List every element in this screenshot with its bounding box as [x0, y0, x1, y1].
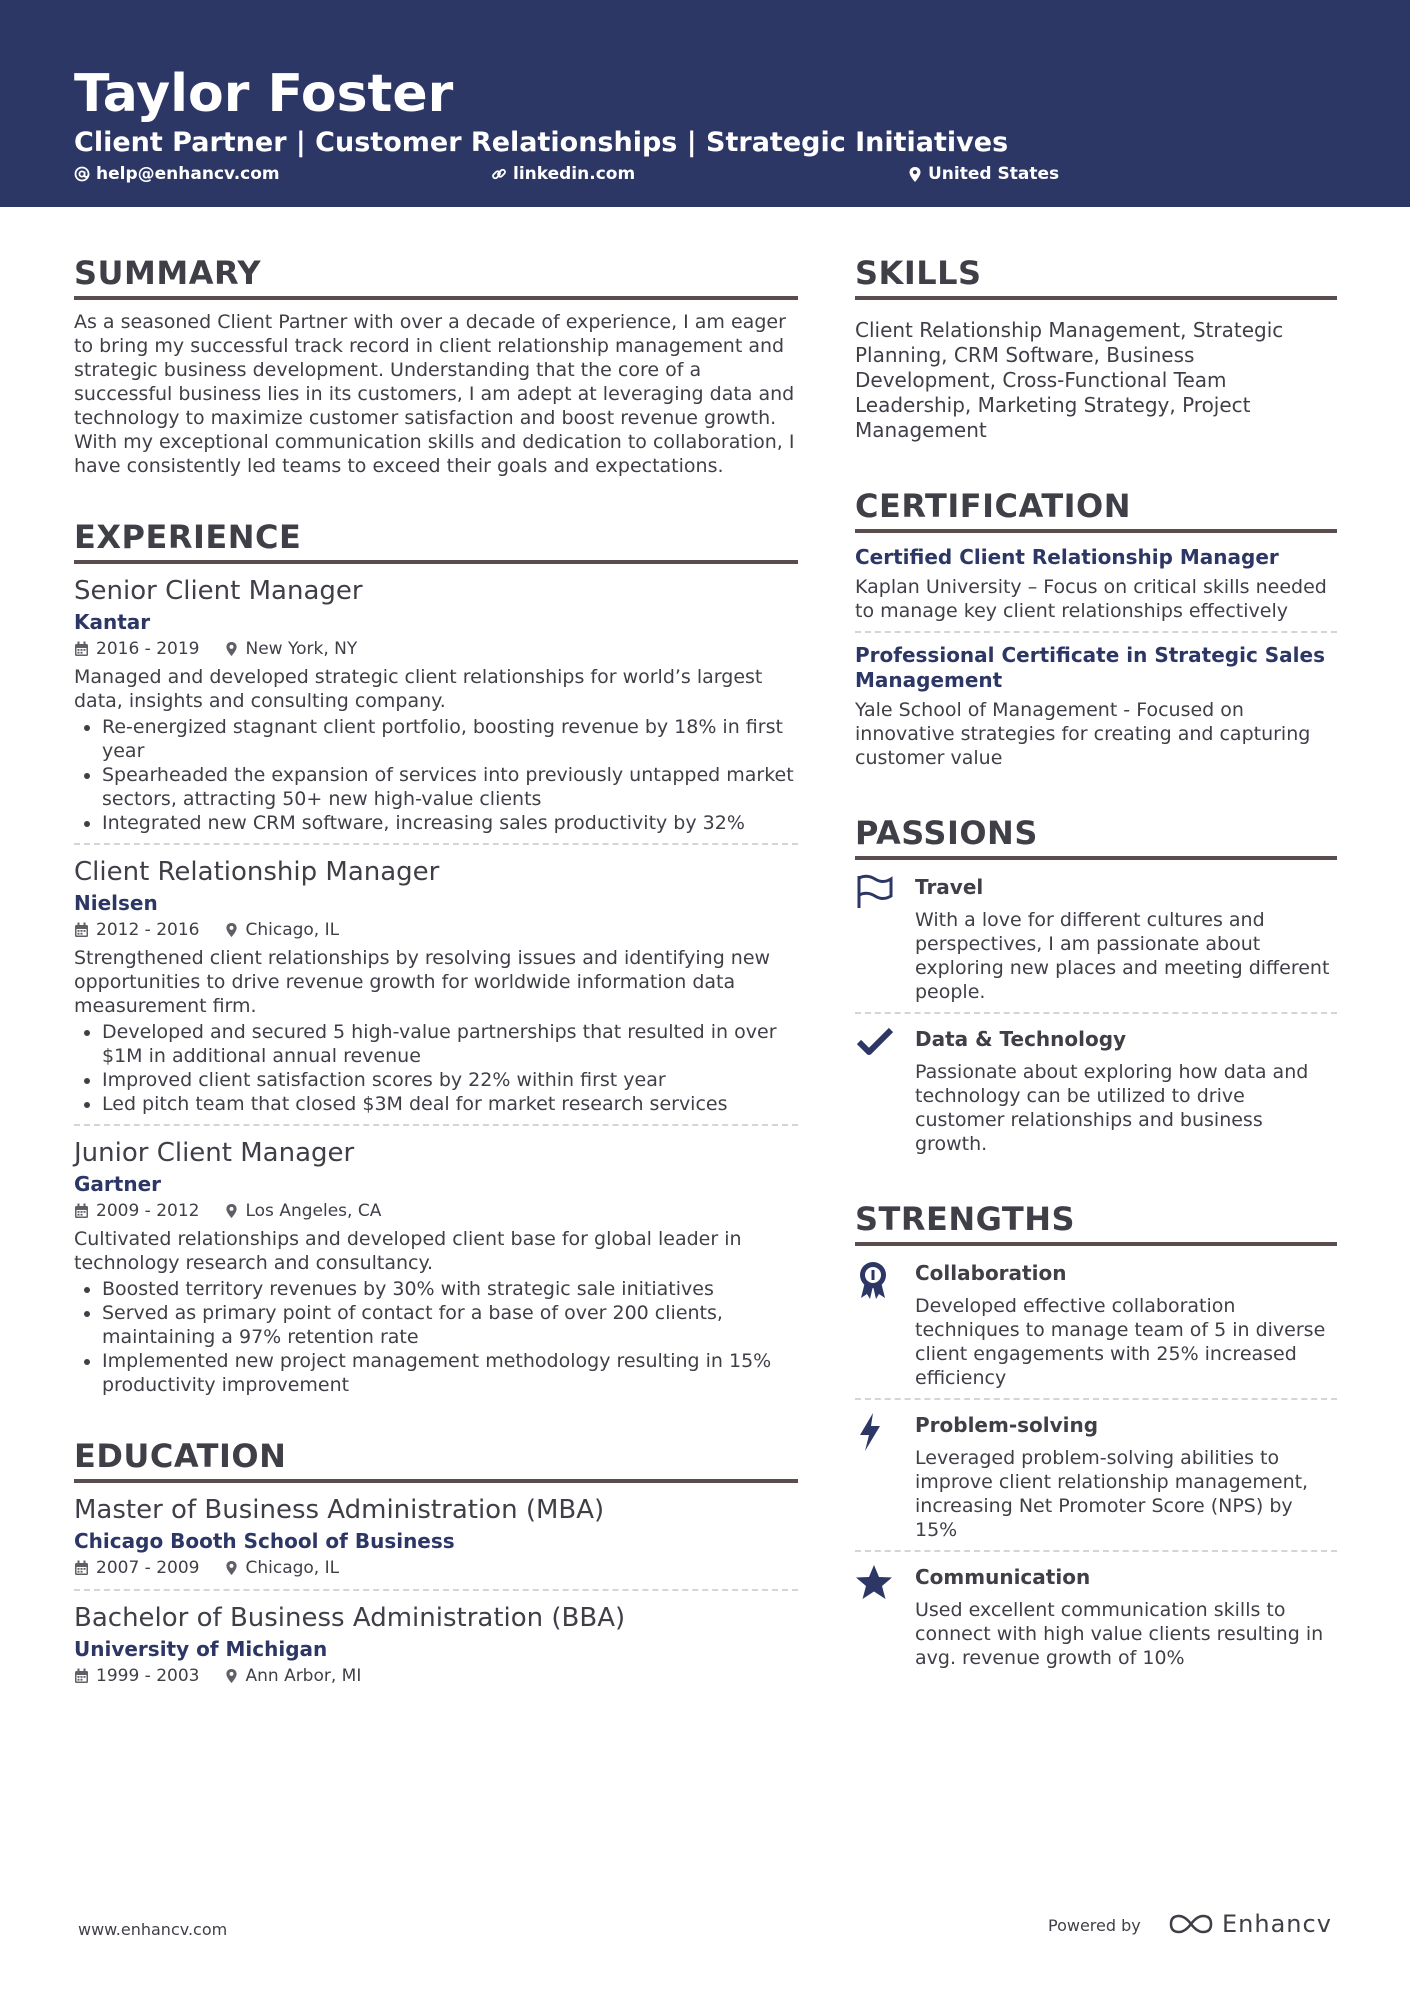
passion-content — [915, 872, 1337, 1004]
entry-divider — [74, 843, 798, 845]
education-meta — [74, 1555, 798, 1581]
entry-divider — [855, 631, 1337, 633]
job-meta — [74, 636, 798, 662]
passion-icon-wrap — [855, 872, 915, 1004]
job-bullet: • Developed and secured 5 high-value partnerships that resulted in over $1M in additional annual revenue — [102, 1020, 798, 1068]
entry-divider — [74, 1589, 798, 1591]
strength-entry — [855, 1410, 1337, 1542]
strength-description: Developed effective collaboration techniques to manage team of 5 in diverse client engagements with 25% increased efficiency — [915, 1295, 1326, 1389]
skills-text: Client Relationship Management, Strategic Planning, CRM Software, Business Development, Cross-Functional Team Leadership, Marketing Strategy, Project Management — [855, 318, 1284, 442]
enhancv-brand-text: Enhancv — [1222, 1910, 1332, 1938]
education-location-text: Ann Arbor, MI — [245, 1666, 362, 1686]
education-dates: 2007 - 2009 — [96, 1558, 200, 1578]
job-description: Managed and developed strategic client relationships for world’s largest data, insights and consulting company. — [74, 666, 763, 712]
at-sign-icon — [74, 166, 90, 182]
location-pin-icon — [908, 166, 922, 183]
strengths-heading: STRENGTHS — [855, 1196, 1337, 1246]
job-location — [225, 636, 357, 662]
company-name: Kantar — [74, 610, 151, 634]
entry-divider — [855, 1550, 1337, 1552]
location-pin-icon — [225, 1203, 238, 1219]
certification-entry — [855, 643, 1337, 770]
job-location-text: Los Angeles, CA — [245, 1201, 382, 1221]
summary-heading: SUMMARY — [74, 250, 798, 300]
strength-icon-wrap — [855, 1258, 915, 1390]
lightning-bolt-icon — [855, 1412, 885, 1452]
school-name: Chicago Booth School of Business — [74, 1529, 455, 1553]
linkedin-text: linkedin.com — [513, 164, 636, 184]
job-location — [225, 1198, 381, 1224]
checkmark-icon — [855, 1026, 895, 1058]
location-pin-icon — [225, 641, 238, 657]
job-title: Senior Client Manager — [74, 576, 363, 606]
email-text: help@enhancv.com — [96, 164, 280, 184]
contact-email[interactable] — [74, 162, 280, 186]
right-column — [855, 250, 1337, 1670]
passion-entry — [855, 872, 1337, 1004]
education-section — [74, 1433, 798, 1689]
job-bullet: • Led pitch team that closed $3M deal for market research services — [102, 1092, 798, 1116]
education-location-text: Chicago, IL — [245, 1558, 340, 1578]
strength-title: Communication — [915, 1565, 1091, 1589]
contact-location — [908, 162, 1059, 186]
location-pin-icon — [225, 1668, 238, 1684]
enhancv-logo-icon — [1168, 1912, 1214, 1936]
job-location-text: New York, NY — [245, 639, 358, 659]
job-meta — [74, 1198, 798, 1224]
award-ribbon-icon — [855, 1260, 891, 1300]
job-location — [225, 917, 339, 943]
calendar-icon — [74, 1668, 89, 1684]
passion-description: With a love for different cultures and perspectives, I am passionate about exploring new places and meeting different people. — [915, 909, 1330, 1003]
candidate-name: Taylor Foster — [74, 64, 454, 124]
calendar-icon — [74, 641, 89, 657]
certification-description: Kaplan University – Focus on critical skills needed to manage key client relationships effectively — [855, 576, 1327, 622]
job-dates: 2009 - 2012 — [96, 1201, 200, 1221]
location-text: United States — [928, 164, 1060, 184]
calendar-icon — [74, 1203, 89, 1219]
job-bullet: • Served as primary point of contact for a base of over 200 clients, maintaining a 97% retention rate — [102, 1301, 798, 1349]
strengths-section — [855, 1196, 1337, 1670]
job-title: Junior Client Manager — [74, 1138, 355, 1168]
skills-heading: SKILLS — [855, 250, 1337, 300]
certification-section — [855, 483, 1337, 770]
calendar-icon — [74, 922, 89, 938]
contact-linkedin[interactable] — [491, 162, 635, 186]
strength-entry — [855, 1258, 1337, 1390]
enhancv-logo[interactable] — [1168, 1910, 1332, 1938]
entry-divider — [855, 1012, 1337, 1014]
experience-section — [74, 514, 798, 1397]
passion-title: Travel — [915, 875, 984, 899]
job-bullets — [74, 1277, 798, 1397]
job-bullet: • Boosted territory revenues by 30% with strategic sale initiatives — [102, 1277, 798, 1301]
job-dates: 2012 - 2016 — [96, 920, 200, 940]
summary-section — [74, 250, 798, 478]
location-pin-icon — [225, 922, 238, 938]
strength-icon-wrap — [855, 1562, 915, 1670]
job-meta — [74, 917, 798, 943]
school-name: University of Michigan — [74, 1637, 328, 1661]
strength-content — [915, 1410, 1337, 1542]
experience-heading: EXPERIENCE — [74, 514, 798, 564]
job-bullet: • Integrated new CRM software, increasing sales productivity by 32% — [102, 811, 798, 835]
footer-url[interactable]: www.enhancv.com — [78, 1920, 228, 1939]
entry-divider — [74, 1124, 798, 1126]
passion-icon-wrap — [855, 1024, 915, 1156]
left-column — [74, 250, 798, 1689]
strength-content — [915, 1258, 1337, 1390]
certification-entry — [855, 545, 1337, 623]
skills-section — [855, 250, 1337, 443]
job-description: Strengthened client relationships by resolving issues and identifying new opportunities to drive revenue growth for worldwide information data measurement firm. — [74, 947, 771, 1017]
job-title: Client Relationship Manager — [74, 857, 440, 887]
strength-description: Used excellent communication skills to connect with high value clients resulting in avg. revenue growth of 10% — [915, 1599, 1324, 1669]
summary-text: As a seasoned Client Partner with over a decade of experience, I am eager to bring my successful track record in client relationship management and strategic business development. Understanding that the core of a successful business lies in its customers, I am adept at leveraging data and technology to maximize customer satisfaction and boost revenue growth. With my exceptional communication skills and dedication to collaboration, I have consistently led teams to exceed their goals and expectations. — [74, 311, 795, 477]
certification-title: Certified Client Relationship Manager — [855, 545, 1279, 569]
experience-entry — [74, 574, 798, 835]
job-description: Cultivated relationships and developed client base for global leader in technology research and consultancy. — [74, 1228, 742, 1274]
job-bullet: • Spearheaded the expansion of services into previously untapped market sectors, attracting 50+ new high-value clients — [102, 763, 798, 811]
powered-by-label: Powered by — [1048, 1916, 1141, 1935]
experience-entry — [74, 855, 798, 1116]
experience-entry — [74, 1136, 798, 1397]
candidate-tagline: Client Partner | Customer Relationships | Strategic Initiatives — [74, 127, 1009, 158]
passion-content — [915, 1024, 1337, 1156]
degree-title: Bachelor of Business Administration (BBA) — [74, 1603, 626, 1633]
job-location-text: Chicago, IL — [245, 920, 340, 940]
education-entry — [74, 1493, 798, 1581]
job-bullet: • Improved client satisfaction scores by 22% within first year — [102, 1068, 798, 1092]
entry-divider — [855, 1398, 1337, 1400]
education-location — [225, 1663, 361, 1689]
passions-section — [855, 810, 1337, 1156]
passions-heading: PASSIONS — [855, 810, 1337, 860]
education-heading: EDUCATION — [74, 1433, 798, 1483]
flag-icon — [855, 874, 895, 910]
education-location — [225, 1555, 339, 1581]
passion-entry — [855, 1024, 1337, 1156]
education-dates: 1999 - 2003 — [96, 1666, 200, 1686]
job-bullets — [74, 1020, 798, 1116]
education-meta — [74, 1663, 798, 1689]
strength-icon-wrap — [855, 1410, 915, 1542]
passion-title: Data & Technology — [915, 1027, 1127, 1051]
company-name: Nielsen — [74, 891, 158, 915]
strength-entry — [855, 1562, 1337, 1670]
link-icon — [491, 166, 507, 182]
strength-title: Collaboration — [915, 1261, 1067, 1285]
certification-heading: CERTIFICATION — [855, 483, 1337, 533]
strength-content — [915, 1562, 1337, 1670]
certification-title: Professional Certificate in Strategic Sales Management — [855, 643, 1325, 692]
job-bullet: • Implemented new project management methodology resulting in 15% productivity improvement — [102, 1349, 798, 1397]
strength-description: Leveraged problem-solving abilities to improve client relationship management, increasing Net Promoter Score (NPS) by 15% — [915, 1447, 1309, 1541]
job-bullet: • Re-energized stagnant client portfolio, boosting revenue by 18% in first year — [102, 715, 798, 763]
resume-header — [0, 0, 1410, 207]
degree-title: Master of Business Administration (MBA) — [74, 1495, 605, 1525]
strength-title: Problem-solving — [915, 1413, 1099, 1437]
location-pin-icon — [225, 1560, 238, 1576]
company-name: Gartner — [74, 1172, 162, 1196]
passion-description: Passionate about exploring how data and technology can be utilized to drive customer relationships and business growth. — [915, 1061, 1309, 1155]
job-dates: 2016 - 2019 — [96, 639, 200, 659]
certification-description: Yale School of Management - Focused on innovative strategies for creating and capturing customer value — [855, 699, 1311, 769]
calendar-icon — [74, 1560, 89, 1576]
job-bullets — [74, 715, 798, 835]
education-entry — [74, 1601, 798, 1689]
star-icon — [855, 1564, 893, 1600]
